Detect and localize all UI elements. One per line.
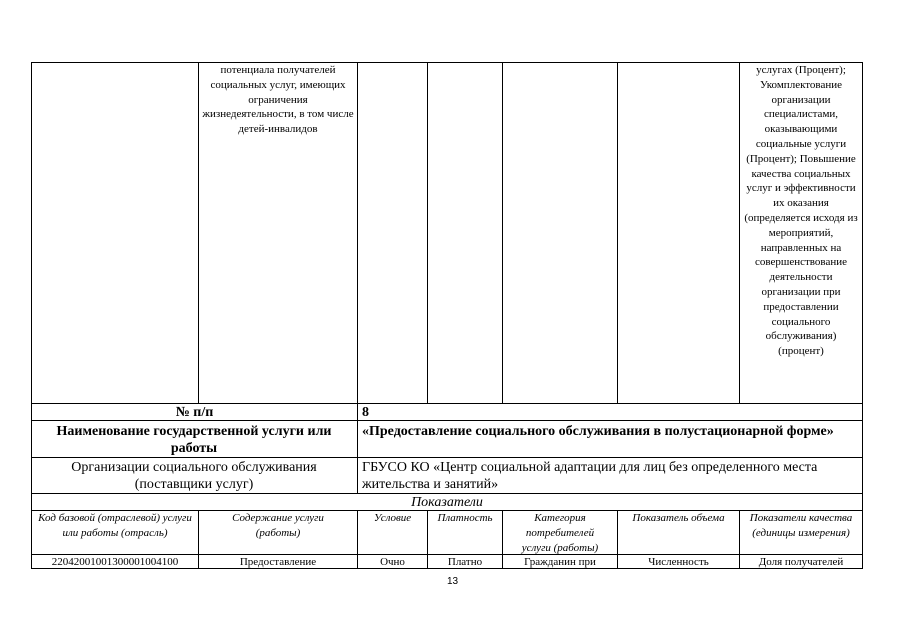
page-number: 13 [446, 576, 459, 587]
column-header-condition: Условие [373, 512, 412, 524]
service-name-value: «Предоставление социального обслуживания в полустационарной форме» [362, 424, 834, 439]
column-header-consumer-category: Категория потребителей услуги (работы) [521, 512, 599, 554]
table-cell-volume-indicator: Численность [648, 556, 709, 568]
table-cell-base-code: 22042001001300001004100 [51, 556, 179, 568]
column-header-base-code: Код базовой (отраслевой) услуги или работы (отрасль) [38, 512, 192, 539]
table-cell-condition: Очно [380, 556, 405, 568]
providers-value: ГБУСО КО «Центр социальной адаптации для лиц без определенного места жительства и занятий» [362, 460, 818, 492]
column-header-service-content: Содержание услуги (работы) [232, 512, 324, 539]
row-number-label: № п/п [175, 405, 214, 420]
table-cell-service-content: Предоставление [239, 556, 317, 568]
indicators-header: Показатели [411, 495, 483, 510]
column-header-quality-indicators: Показатели качества (единицы измерения) [749, 512, 853, 539]
table-cell-payment: Платно [447, 556, 483, 568]
table-cell-service-content-continued: потенциала получателей социальных услуг, имеющих ограничения жизнедеятельности, в том числе детей-инвалидов [202, 64, 354, 136]
column-header-payment: Платность [437, 512, 493, 524]
row-number-value: 8 [362, 405, 369, 420]
providers-label: Организации социального обслуживания (поставщики услуг) [71, 460, 317, 492]
service-name-label: Наименование государственной услуги или работы [56, 424, 332, 456]
column-header-volume-indicator: Показатель объема [632, 512, 725, 524]
table-cell-quality-indicators-continued: услугах (Процент); Укомплектование организации специалистами, оказывающими социальные услуги (Процент); Повышение качества социальных услуг и эффективности их оказания (определяется исходя из мероприятий, направленных на совершенствование деятельности организации при предоставлении социального обслуживания) (процент) [744, 64, 858, 358]
table-cell-consumer-category: Гражданин при [524, 556, 596, 568]
table-cell-quality-indicators: Доля получателей [758, 556, 844, 568]
